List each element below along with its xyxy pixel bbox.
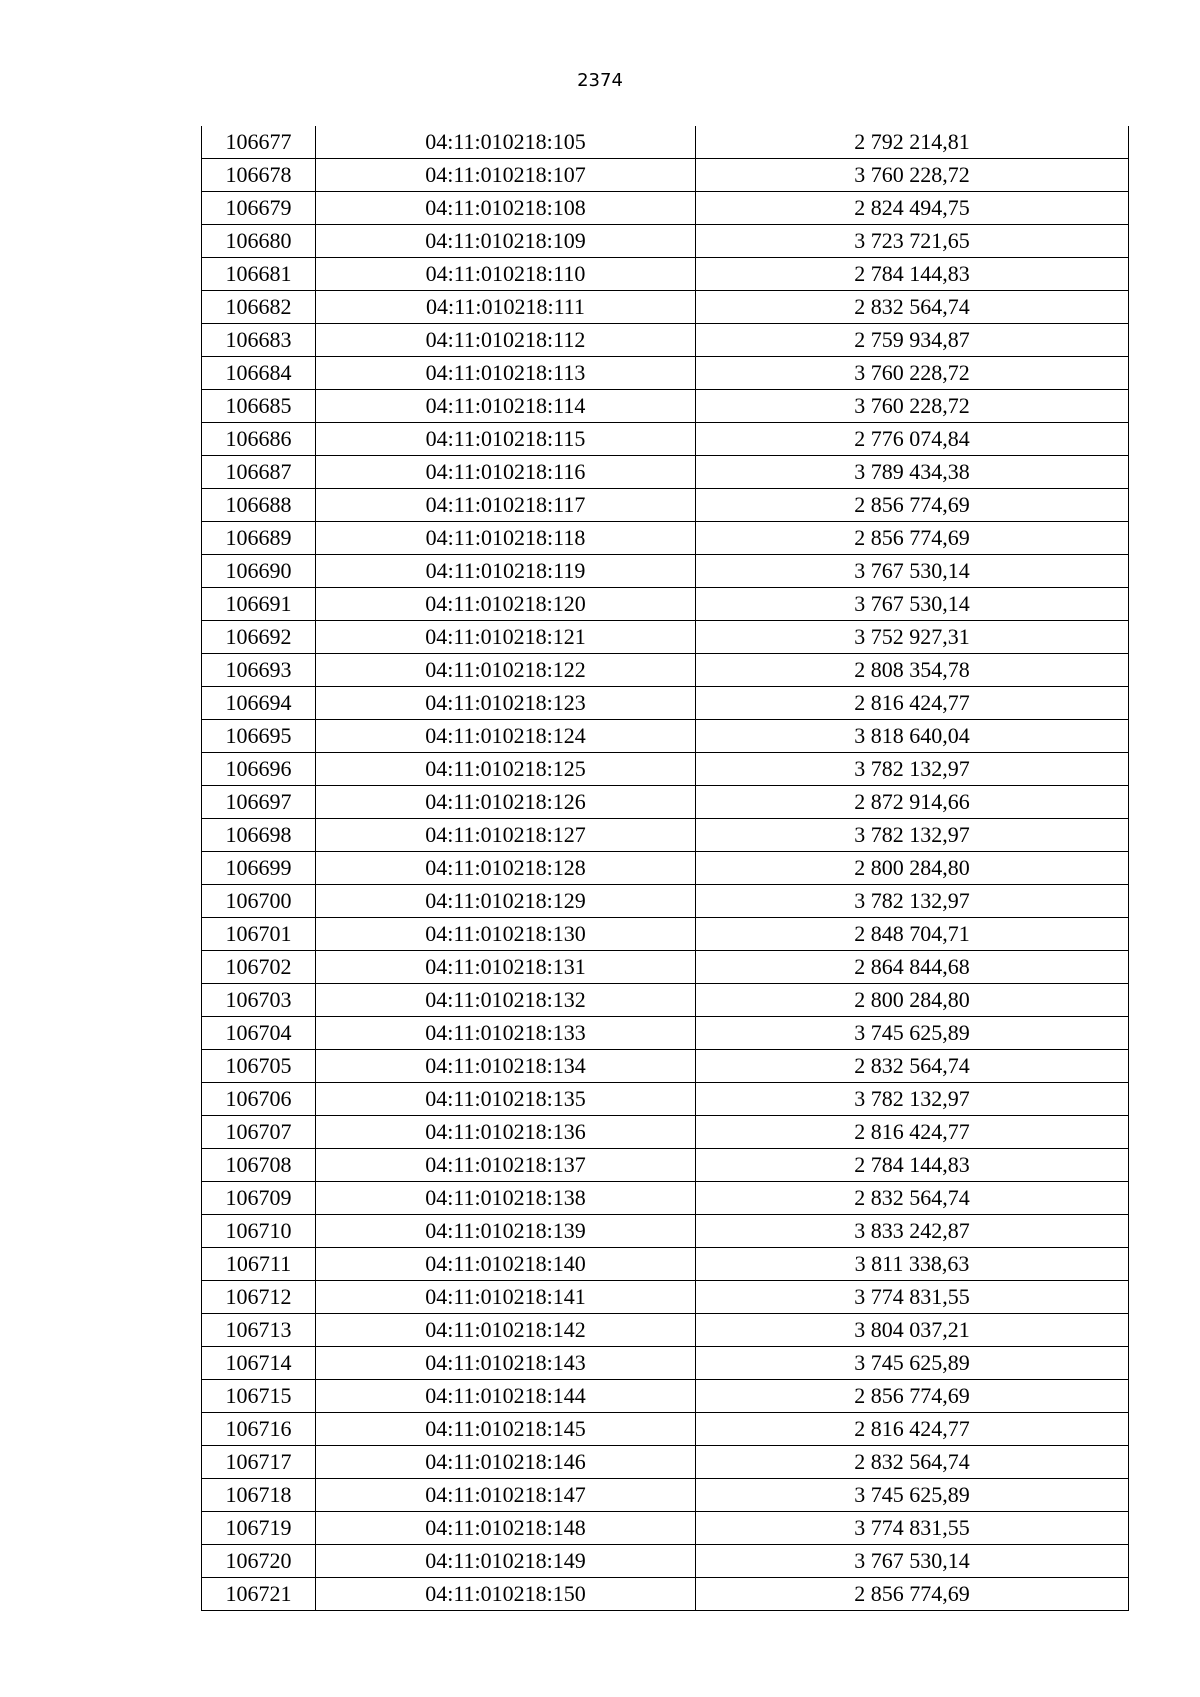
row-number-cell: 106712 bbox=[202, 1281, 316, 1314]
value-cell: 2 808 354,78 bbox=[696, 654, 1129, 687]
value-cell: 2 856 774,69 bbox=[696, 1380, 1129, 1413]
cadastral-number-cell: 04:11:010218:127 bbox=[316, 819, 696, 852]
row-number-cell: 106702 bbox=[202, 951, 316, 984]
row-number-cell: 106711 bbox=[202, 1248, 316, 1281]
cadastral-number-cell: 04:11:010218:146 bbox=[316, 1446, 696, 1479]
value-cell: 3 745 625,89 bbox=[696, 1017, 1129, 1050]
table-row bbox=[202, 192, 1129, 225]
row-number-cell: 106692 bbox=[202, 621, 316, 654]
value-cell: 3 760 228,72 bbox=[696, 357, 1129, 390]
value-cell: 2 784 144,83 bbox=[696, 1149, 1129, 1182]
value-cell: 3 723 721,65 bbox=[696, 225, 1129, 258]
value-cell: 2 816 424,77 bbox=[696, 1413, 1129, 1446]
cadastral-number-cell: 04:11:010218:145 bbox=[316, 1413, 696, 1446]
value-cell: 2 824 494,75 bbox=[696, 192, 1129, 225]
row-number-cell: 106694 bbox=[202, 687, 316, 720]
cadastral-number-cell: 04:11:010218:130 bbox=[316, 918, 696, 951]
value-cell: 2 776 074,84 bbox=[696, 423, 1129, 456]
row-number-cell: 106700 bbox=[202, 885, 316, 918]
value-cell: 3 833 242,87 bbox=[696, 1215, 1129, 1248]
table-row bbox=[202, 291, 1129, 324]
value-cell: 2 800 284,80 bbox=[696, 852, 1129, 885]
row-number-cell: 106715 bbox=[202, 1380, 316, 1413]
value-cell: 2 832 564,74 bbox=[696, 1182, 1129, 1215]
table-row bbox=[202, 1578, 1129, 1611]
table-row bbox=[202, 621, 1129, 654]
cadastral-number-cell: 04:11:010218:144 bbox=[316, 1380, 696, 1413]
cadastral-number-cell: 04:11:010218:135 bbox=[316, 1083, 696, 1116]
value-cell: 2 792 214,81 bbox=[696, 126, 1129, 159]
table-body bbox=[202, 126, 1129, 1611]
value-cell: 3 774 831,55 bbox=[696, 1512, 1129, 1545]
cadastral-number-cell: 04:11:010218:113 bbox=[316, 357, 696, 390]
cadastral-number-cell: 04:11:010218:122 bbox=[316, 654, 696, 687]
cadastral-number-cell: 04:11:010218:140 bbox=[316, 1248, 696, 1281]
table-row bbox=[202, 489, 1129, 522]
row-number-cell: 106678 bbox=[202, 159, 316, 192]
cadastral-number-cell: 04:11:010218:149 bbox=[316, 1545, 696, 1578]
table-row bbox=[202, 687, 1129, 720]
value-cell: 2 832 564,74 bbox=[696, 291, 1129, 324]
value-cell: 3 818 640,04 bbox=[696, 720, 1129, 753]
table-row bbox=[202, 1347, 1129, 1380]
cadastral-number-cell: 04:11:010218:121 bbox=[316, 621, 696, 654]
value-cell: 2 816 424,77 bbox=[696, 1116, 1129, 1149]
row-number-cell: 106720 bbox=[202, 1545, 316, 1578]
row-number-cell: 106690 bbox=[202, 555, 316, 588]
cadastral-number-cell: 04:11:010218:129 bbox=[316, 885, 696, 918]
row-number-cell: 106705 bbox=[202, 1050, 316, 1083]
table-row bbox=[202, 258, 1129, 291]
data-table bbox=[201, 126, 1129, 1611]
table-row bbox=[202, 225, 1129, 258]
row-number-cell: 106719 bbox=[202, 1512, 316, 1545]
cadastral-number-cell: 04:11:010218:126 bbox=[316, 786, 696, 819]
row-number-cell: 106680 bbox=[202, 225, 316, 258]
value-cell: 3 767 530,14 bbox=[696, 555, 1129, 588]
row-number-cell: 106693 bbox=[202, 654, 316, 687]
value-cell: 3 745 625,89 bbox=[696, 1479, 1129, 1512]
row-number-cell: 106686 bbox=[202, 423, 316, 456]
cadastral-number-cell: 04:11:010218:105 bbox=[316, 126, 696, 159]
row-number-cell: 106688 bbox=[202, 489, 316, 522]
table-row bbox=[202, 720, 1129, 753]
row-number-cell: 106695 bbox=[202, 720, 316, 753]
cadastral-number-cell: 04:11:010218:107 bbox=[316, 159, 696, 192]
value-cell: 2 872 914,66 bbox=[696, 786, 1129, 819]
value-cell: 3 774 831,55 bbox=[696, 1281, 1129, 1314]
value-cell: 3 782 132,97 bbox=[696, 753, 1129, 786]
row-number-cell: 106681 bbox=[202, 258, 316, 291]
table-row bbox=[202, 390, 1129, 423]
row-number-cell: 106687 bbox=[202, 456, 316, 489]
row-number-cell: 106691 bbox=[202, 588, 316, 621]
table-row bbox=[202, 159, 1129, 192]
row-number-cell: 106708 bbox=[202, 1149, 316, 1182]
cadastral-number-cell: 04:11:010218:139 bbox=[316, 1215, 696, 1248]
table-row bbox=[202, 786, 1129, 819]
row-number-cell: 106703 bbox=[202, 984, 316, 1017]
row-number-cell: 106684 bbox=[202, 357, 316, 390]
value-cell: 3 782 132,97 bbox=[696, 885, 1129, 918]
cadastral-number-cell: 04:11:010218:123 bbox=[316, 687, 696, 720]
table-row bbox=[202, 357, 1129, 390]
table-row bbox=[202, 324, 1129, 357]
row-number-cell: 106697 bbox=[202, 786, 316, 819]
row-number-cell: 106709 bbox=[202, 1182, 316, 1215]
table-row bbox=[202, 1380, 1129, 1413]
value-cell: 3 789 434,38 bbox=[696, 456, 1129, 489]
value-cell: 2 856 774,69 bbox=[696, 489, 1129, 522]
row-number-cell: 106698 bbox=[202, 819, 316, 852]
value-cell: 3 752 927,31 bbox=[696, 621, 1129, 654]
cadastral-number-cell: 04:11:010218:136 bbox=[316, 1116, 696, 1149]
page-number: 2374 bbox=[577, 70, 623, 91]
cadastral-number-cell: 04:11:010218:137 bbox=[316, 1149, 696, 1182]
table-row bbox=[202, 1545, 1129, 1578]
table-row bbox=[202, 951, 1129, 984]
table-row bbox=[202, 1248, 1129, 1281]
cadastral-number-cell: 04:11:010218:109 bbox=[316, 225, 696, 258]
row-number-cell: 106685 bbox=[202, 390, 316, 423]
table-row bbox=[202, 1050, 1129, 1083]
value-cell: 2 848 704,71 bbox=[696, 918, 1129, 951]
value-cell: 2 800 284,80 bbox=[696, 984, 1129, 1017]
table-row bbox=[202, 1512, 1129, 1545]
row-number-cell: 106716 bbox=[202, 1413, 316, 1446]
table-row bbox=[202, 522, 1129, 555]
cadastral-number-cell: 04:11:010218:134 bbox=[316, 1050, 696, 1083]
cadastral-number-cell: 04:11:010218:147 bbox=[316, 1479, 696, 1512]
value-cell: 3 767 530,14 bbox=[696, 588, 1129, 621]
data-table-container bbox=[201, 126, 1129, 1611]
value-cell: 3 804 037,21 bbox=[696, 1314, 1129, 1347]
row-number-cell: 106689 bbox=[202, 522, 316, 555]
row-number-cell: 106718 bbox=[202, 1479, 316, 1512]
table-row bbox=[202, 819, 1129, 852]
value-cell: 3 782 132,97 bbox=[696, 819, 1129, 852]
cadastral-number-cell: 04:11:010218:142 bbox=[316, 1314, 696, 1347]
table-row bbox=[202, 1116, 1129, 1149]
row-number-cell: 106706 bbox=[202, 1083, 316, 1116]
table-row bbox=[202, 1149, 1129, 1182]
cadastral-number-cell: 04:11:010218:143 bbox=[316, 1347, 696, 1380]
cadastral-number-cell: 04:11:010218:110 bbox=[316, 258, 696, 291]
cadastral-number-cell: 04:11:010218:125 bbox=[316, 753, 696, 786]
table-row bbox=[202, 753, 1129, 786]
table-row bbox=[202, 654, 1129, 687]
table-row bbox=[202, 885, 1129, 918]
row-number-cell: 106682 bbox=[202, 291, 316, 324]
value-cell: 2 856 774,69 bbox=[696, 1578, 1129, 1611]
cadastral-number-cell: 04:11:010218:120 bbox=[316, 588, 696, 621]
value-cell: 2 864 844,68 bbox=[696, 951, 1129, 984]
table-row bbox=[202, 1215, 1129, 1248]
value-cell: 2 816 424,77 bbox=[696, 687, 1129, 720]
row-number-cell: 106677 bbox=[202, 126, 316, 159]
cadastral-number-cell: 04:11:010218:114 bbox=[316, 390, 696, 423]
cadastral-number-cell: 04:11:010218:119 bbox=[316, 555, 696, 588]
table-row bbox=[202, 918, 1129, 951]
cadastral-number-cell: 04:11:010218:128 bbox=[316, 852, 696, 885]
cadastral-number-cell: 04:11:010218:118 bbox=[316, 522, 696, 555]
row-number-cell: 106710 bbox=[202, 1215, 316, 1248]
value-cell: 3 811 338,63 bbox=[696, 1248, 1129, 1281]
table-row bbox=[202, 1281, 1129, 1314]
row-number-cell: 106683 bbox=[202, 324, 316, 357]
table-row bbox=[202, 1446, 1129, 1479]
cadastral-number-cell: 04:11:010218:141 bbox=[316, 1281, 696, 1314]
cadastral-number-cell: 04:11:010218:108 bbox=[316, 192, 696, 225]
value-cell: 3 767 530,14 bbox=[696, 1545, 1129, 1578]
value-cell: 2 832 564,74 bbox=[696, 1446, 1129, 1479]
table-row bbox=[202, 852, 1129, 885]
row-number-cell: 106679 bbox=[202, 192, 316, 225]
value-cell: 2 759 934,87 bbox=[696, 324, 1129, 357]
cadastral-number-cell: 04:11:010218:116 bbox=[316, 456, 696, 489]
table-row bbox=[202, 1083, 1129, 1116]
row-number-cell: 106717 bbox=[202, 1446, 316, 1479]
value-cell: 2 856 774,69 bbox=[696, 522, 1129, 555]
row-number-cell: 106721 bbox=[202, 1578, 316, 1611]
cadastral-number-cell: 04:11:010218:133 bbox=[316, 1017, 696, 1050]
value-cell: 2 832 564,74 bbox=[696, 1050, 1129, 1083]
table-row bbox=[202, 1182, 1129, 1215]
cadastral-number-cell: 04:11:010218:115 bbox=[316, 423, 696, 456]
table-row bbox=[202, 1413, 1129, 1446]
cadastral-number-cell: 04:11:010218:111 bbox=[316, 291, 696, 324]
table-row bbox=[202, 423, 1129, 456]
table-row bbox=[202, 126, 1129, 159]
row-number-cell: 106704 bbox=[202, 1017, 316, 1050]
cadastral-number-cell: 04:11:010218:138 bbox=[316, 1182, 696, 1215]
table-row bbox=[202, 555, 1129, 588]
cadastral-number-cell: 04:11:010218:112 bbox=[316, 324, 696, 357]
table-row bbox=[202, 984, 1129, 1017]
row-number-cell: 106696 bbox=[202, 753, 316, 786]
cadastral-number-cell: 04:11:010218:132 bbox=[316, 984, 696, 1017]
table-row bbox=[202, 456, 1129, 489]
value-cell: 3 760 228,72 bbox=[696, 390, 1129, 423]
table-row bbox=[202, 1314, 1129, 1347]
value-cell: 3 782 132,97 bbox=[696, 1083, 1129, 1116]
cadastral-number-cell: 04:11:010218:124 bbox=[316, 720, 696, 753]
cadastral-number-cell: 04:11:010218:131 bbox=[316, 951, 696, 984]
cadastral-number-cell: 04:11:010218:150 bbox=[316, 1578, 696, 1611]
row-number-cell: 106701 bbox=[202, 918, 316, 951]
cadastral-number-cell: 04:11:010218:117 bbox=[316, 489, 696, 522]
row-number-cell: 106713 bbox=[202, 1314, 316, 1347]
value-cell: 3 760 228,72 bbox=[696, 159, 1129, 192]
row-number-cell: 106714 bbox=[202, 1347, 316, 1380]
row-number-cell: 106707 bbox=[202, 1116, 316, 1149]
cadastral-number-cell: 04:11:010218:148 bbox=[316, 1512, 696, 1545]
row-number-cell: 106699 bbox=[202, 852, 316, 885]
value-cell: 3 745 625,89 bbox=[696, 1347, 1129, 1380]
value-cell: 2 784 144,83 bbox=[696, 258, 1129, 291]
table-row bbox=[202, 588, 1129, 621]
table-row bbox=[202, 1479, 1129, 1512]
table-row bbox=[202, 1017, 1129, 1050]
